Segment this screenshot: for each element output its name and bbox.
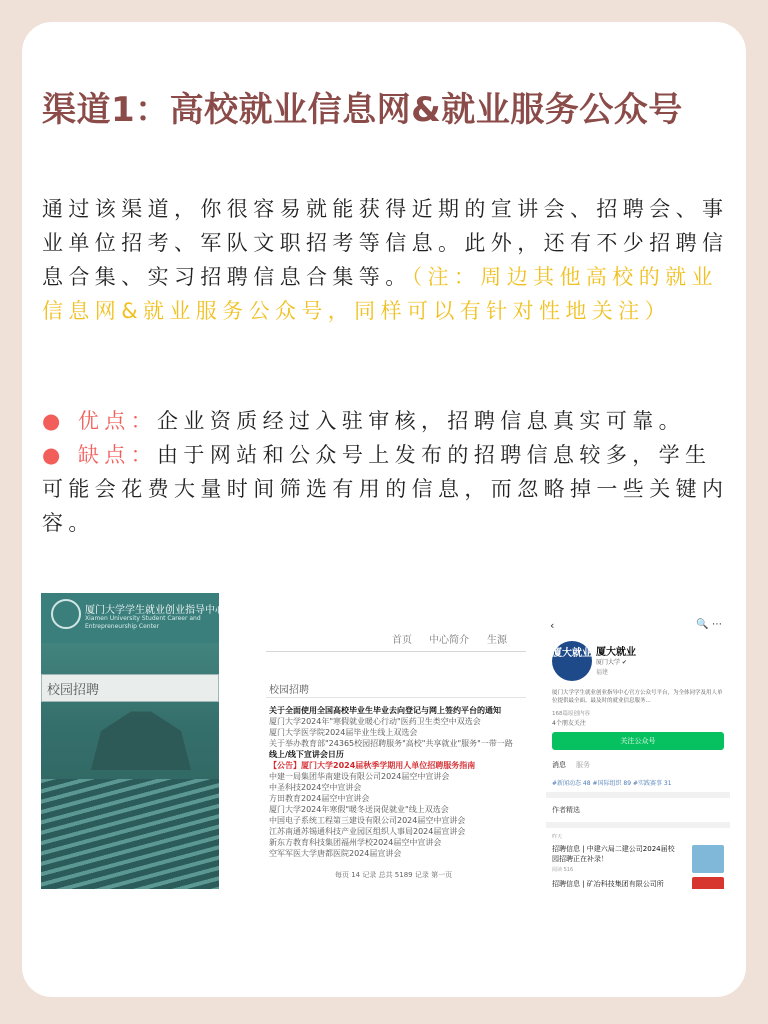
nav-home[interactable]: 首页 xyxy=(392,635,412,646)
author-picks[interactable]: 作者精选 xyxy=(552,806,580,814)
news-item[interactable]: 江苏南通苏锡通科技产业园区组织人事局2024届宣讲会 xyxy=(269,827,466,836)
cons-label: 缺点： xyxy=(77,443,158,467)
article-thumbnail[interactable] xyxy=(692,877,724,889)
divider xyxy=(546,792,730,798)
search-more-icons[interactable]: 🔍 ⋯ xyxy=(696,619,722,630)
divider xyxy=(266,651,526,652)
tab-messages[interactable]: 消息 xyxy=(552,761,566,769)
pros-text: 企业资质经过入驻审核，招聘信息真实可靠。 xyxy=(157,409,686,433)
wechat-tabs xyxy=(552,760,590,770)
org-name: 厦门大学学生就业创业指导中心 xyxy=(85,605,225,616)
cons-item xyxy=(42,438,732,540)
news-item[interactable]: 中建一局集团华南建设有限公司2024届空中宣讲会 xyxy=(269,772,450,781)
news-item[interactable]: 厦门大学2024年"寒假就业暖心行动"医药卫生类空中双选会 xyxy=(269,717,481,726)
article-title[interactable]: 招聘信息 | 矿冶科技集团有限公司所 xyxy=(552,880,664,888)
cons-text: 由于网站和公众号上发布的招聘信息较多，学生可能会花费大量时间筛选有用的信息，而忽略掉一些关键内容。 xyxy=(42,443,729,535)
side-tab-label: 校园招聘 xyxy=(47,683,100,698)
divider xyxy=(546,822,730,828)
bullet-icon: ● xyxy=(42,443,66,467)
content-card xyxy=(22,22,746,997)
pros-cons-block xyxy=(42,404,732,540)
stadium-illustration xyxy=(41,779,219,889)
site-header xyxy=(41,593,225,643)
account-region: 福建 xyxy=(596,669,609,676)
pros-item xyxy=(42,404,732,438)
account-description: 厦门大学学生就业创业指导中心官方公众号平台，为全体同学及用人单位提供最全面、最及时的就业信息服务... xyxy=(552,690,723,704)
note-text: （注：周边其他高校的就业信息网&就业服务公众号，同样可以有针对性地关注） xyxy=(42,265,718,323)
news-item[interactable]: 方田教育2024届空中宣讲会 xyxy=(269,794,370,803)
news-item[interactable]: 厦门大学2024年寒假"暖冬送岗促就业"线上双选会 xyxy=(269,805,449,814)
topic-tags[interactable]: #新闻动态 48 #国际组织 89 #实践赛事 31 xyxy=(552,780,672,787)
side-tab[interactable] xyxy=(41,674,219,702)
article-thumbnail[interactable] xyxy=(692,845,724,873)
nav-about[interactable]: 中心简介 xyxy=(429,635,469,646)
news-item[interactable]: 中圣科技2024空中宣讲会 xyxy=(269,783,362,792)
wechat-screenshot xyxy=(546,593,730,889)
university-seal-icon xyxy=(51,599,81,629)
date-label: 昨天 xyxy=(552,834,563,840)
tab-services[interactable]: 服务 xyxy=(576,761,590,769)
news-item[interactable]: 新东方教育科技集团福州学校2024届空中宣讲会 xyxy=(269,838,442,847)
friends-count: 4个朋友关注 xyxy=(552,720,586,727)
follow-button[interactable]: 关注公众号 xyxy=(552,732,724,750)
page-title: 渠道1：高校就业信息网&就业服务公众号 xyxy=(42,90,683,130)
news-item[interactable]: 线上/线下宣讲会日历 xyxy=(269,750,344,759)
bullet-icon: ● xyxy=(42,409,66,433)
org-name-en: Xiamen University Student Career and Entrepreneurship Center xyxy=(85,615,201,630)
news-item[interactable]: 关于举办教育部"24365校园招聘服务"高校"共享就业"服务"一带一路 xyxy=(269,739,513,748)
account-name: 厦大就业 xyxy=(596,647,636,658)
news-item[interactable]: 中国电子系统工程第三建设有限公司2024届空中宣讲会 xyxy=(269,816,466,825)
news-item[interactable]: 关于全面使用全国高校毕业生毕业去向登记与网上签约平台的通知 xyxy=(269,706,501,715)
article-title[interactable]: 招聘信息 | 中建六局二建公司2024届校园招聘正在补录！ xyxy=(552,845,675,863)
pagination[interactable]: 每页 14 记录 总共 5189 记录 第一页 xyxy=(335,871,453,879)
news-list xyxy=(269,705,527,859)
intro-paragraph xyxy=(42,192,732,328)
intro-text: 通过该渠道，你很容易就能获得近期的宣讲会、招聘会、事业单位招考、军队文职招考等信息。此外，还有不少招聘信息合集、实习招聘信息合集等。 xyxy=(42,197,729,289)
account-subject: 厦门大学 ✔ xyxy=(596,659,627,666)
article-count: 168篇原创内容 xyxy=(552,711,590,717)
section-title: 校园招聘 xyxy=(269,685,309,696)
account-avatar: 厦大就业 xyxy=(552,641,592,681)
read-count: 阅读 516 xyxy=(552,867,574,873)
back-icon[interactable]: ‹ xyxy=(550,619,555,632)
news-item[interactable]: 厦门大学医学院2024届毕业生线上双选会 xyxy=(269,728,418,737)
news-item[interactable]: 空军军医大学唐都医院2024届宣讲会 xyxy=(269,849,402,858)
news-item[interactable]: 【公告】厦门大学2024届秋季学期用人单位招聘服务指南 xyxy=(269,761,476,770)
nav-source[interactable]: 生源 xyxy=(487,635,507,646)
divider xyxy=(266,697,526,698)
website-screenshot xyxy=(41,593,527,889)
pros-label: 优点： xyxy=(77,409,158,433)
